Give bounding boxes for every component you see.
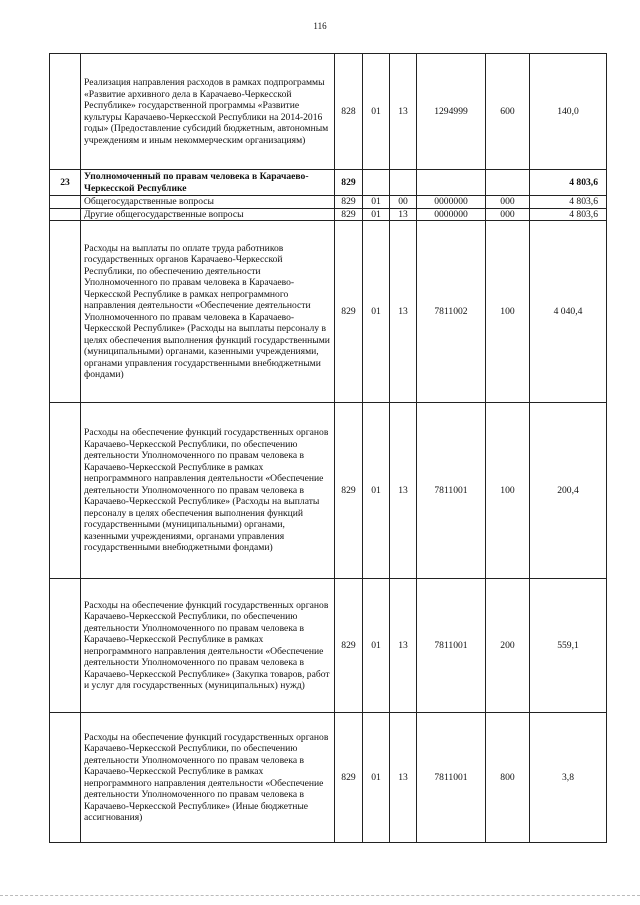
budget-table-body xyxy=(50,54,607,843)
row-number xyxy=(50,54,81,170)
row-sum: 4 803,6 xyxy=(530,170,607,196)
row-section-code: 01 xyxy=(363,221,390,403)
row-target-article: 0000000 xyxy=(417,208,486,221)
row-sum: 4 040,4 xyxy=(530,221,607,403)
row-expense-type: 000 xyxy=(486,196,530,209)
budget-table xyxy=(49,53,607,843)
table-row xyxy=(50,196,607,209)
row-number xyxy=(50,208,81,221)
row-name: Расходы на обеспечение функций государственных органов Карачаево-Черкесской Республики, по обеспечению деятельности Уполномоченного по правам человека в Карачаево-Черкесской Республике в рамках непрограммного направления деятельности «Обеспечение деятельности Уполномоченного по правам человека в Карачаево-Черкесской Республике» (Закупка товаров, работ и услуг для государственных (муниципальных) нужд) xyxy=(81,579,335,713)
row-subsection-code: 13 xyxy=(390,713,417,843)
row-target-article: 7811001 xyxy=(417,403,486,579)
table-row xyxy=(50,208,607,221)
row-ved-code: 829 xyxy=(335,713,363,843)
row-number xyxy=(50,221,81,403)
row-subsection-code: 13 xyxy=(390,403,417,579)
row-subsection-code xyxy=(390,170,417,196)
row-section-code: 01 xyxy=(363,196,390,209)
row-number xyxy=(50,403,81,579)
row-number xyxy=(50,713,81,843)
row-section-code xyxy=(363,170,390,196)
row-expense-type xyxy=(486,170,530,196)
row-number xyxy=(50,579,81,713)
row-expense-type: 000 xyxy=(486,208,530,221)
row-subsection-code: 13 xyxy=(390,221,417,403)
row-subsection-code: 00 xyxy=(390,196,417,209)
row-name: Расходы на обеспечение функций государственных органов Карачаево-Черкесской Республики, по обеспечению деятельности Уполномоченного по правам человека в Карачаево-Черкесской Республике в рамках непрограммного направления деятельности «Обеспечение деятельности Уполномоченного по правам человека в Карачаево-Черкесской Республике» (Расходы на выплаты персоналу в целях обеспечения выполнения функций государственными (муниципальными) органами, казенными учреждениями, органами управления государственными внебюджетными фондами) xyxy=(81,403,335,579)
row-target-article: 0000000 xyxy=(417,196,486,209)
row-section-code: 01 xyxy=(363,54,390,170)
row-sum: 4 803,6 xyxy=(530,208,607,221)
table-row xyxy=(50,221,607,403)
row-ved-code: 829 xyxy=(335,196,363,209)
row-sum: 3,8 xyxy=(530,713,607,843)
row-section-code: 01 xyxy=(363,579,390,713)
row-name: Расходы на выплаты по оплате труда работников государственных органов Карачаево-Черкесской Республики, по обеспечению деятельности Уполномоченного по правам человека в Карачаево-Черкесской Республике в рамках непрограммного направления деятельности «Обеспечение деятельности Уполномоченного по правам человека в Карачаево-Черкесской Республике» (Расходы на выплаты персоналу в целях обеспечения выполнения функций государственными (муниципальными) органами, казенными учреждениями, органами управления государственными внебюджетными фондами) xyxy=(81,221,335,403)
row-name: Уполномоченный по правам человека в Карачаево-Черкесской Республике xyxy=(81,170,335,196)
row-number xyxy=(50,196,81,209)
row-sum: 140,0 xyxy=(530,54,607,170)
row-expense-type: 200 xyxy=(486,579,530,713)
page-number: 116 xyxy=(313,21,327,31)
row-target-article: 7811001 xyxy=(417,579,486,713)
row-name: Реализация направления расходов в рамках подпрограммы «Развитие архивного дела в Карачаево-Черкесской Республике» государственной программы «Развитие культуры Карачаево-Черкесской Республики на 2014-2016 годы» (Предоставление субсидий бюджетным, автономным учреждениям и иным некоммерческим организациям) xyxy=(81,54,335,170)
row-subsection-code: 13 xyxy=(390,54,417,170)
table-row xyxy=(50,403,607,579)
row-sum: 559,1 xyxy=(530,579,607,713)
row-number: 23 xyxy=(50,170,81,196)
row-sum: 200,4 xyxy=(530,403,607,579)
row-subsection-code: 13 xyxy=(390,208,417,221)
row-expense-type: 100 xyxy=(486,221,530,403)
table-row xyxy=(50,54,607,170)
row-target-article: 1294999 xyxy=(417,54,486,170)
row-expense-type: 800 xyxy=(486,713,530,843)
row-ved-code: 829 xyxy=(335,579,363,713)
row-ved-code: 828 xyxy=(335,54,363,170)
row-sum: 4 803,6 xyxy=(530,196,607,209)
row-name: Общегосударственные вопросы xyxy=(81,196,335,209)
row-name: Другие общегосударственные вопросы xyxy=(81,208,335,221)
row-section-code: 01 xyxy=(363,713,390,843)
row-section-code: 01 xyxy=(363,403,390,579)
row-name: Расходы на обеспечение функций государственных органов Карачаево-Черкесской Республики, по обеспечению деятельности Уполномоченного по правам человека в Карачаево-Черкесской Республике в рамках непрограммного направления деятельности «Обеспечение деятельности Уполномоченного по правам человека в Карачаево-Черкесской Республике» (Иные бюджетные ассигнования) xyxy=(81,713,335,843)
page-bottom-edge xyxy=(0,895,640,896)
row-ved-code: 829 xyxy=(335,170,363,196)
row-subsection-code: 13 xyxy=(390,579,417,713)
row-expense-type: 600 xyxy=(486,54,530,170)
row-ved-code: 829 xyxy=(335,403,363,579)
table-row xyxy=(50,170,607,196)
table-row xyxy=(50,579,607,713)
row-expense-type: 100 xyxy=(486,403,530,579)
row-ved-code: 829 xyxy=(335,208,363,221)
table-row xyxy=(50,713,607,843)
row-target-article: 7811001 xyxy=(417,713,486,843)
row-ved-code: 829 xyxy=(335,221,363,403)
row-target-article: 7811002 xyxy=(417,221,486,403)
row-section-code: 01 xyxy=(363,208,390,221)
row-target-article xyxy=(417,170,486,196)
